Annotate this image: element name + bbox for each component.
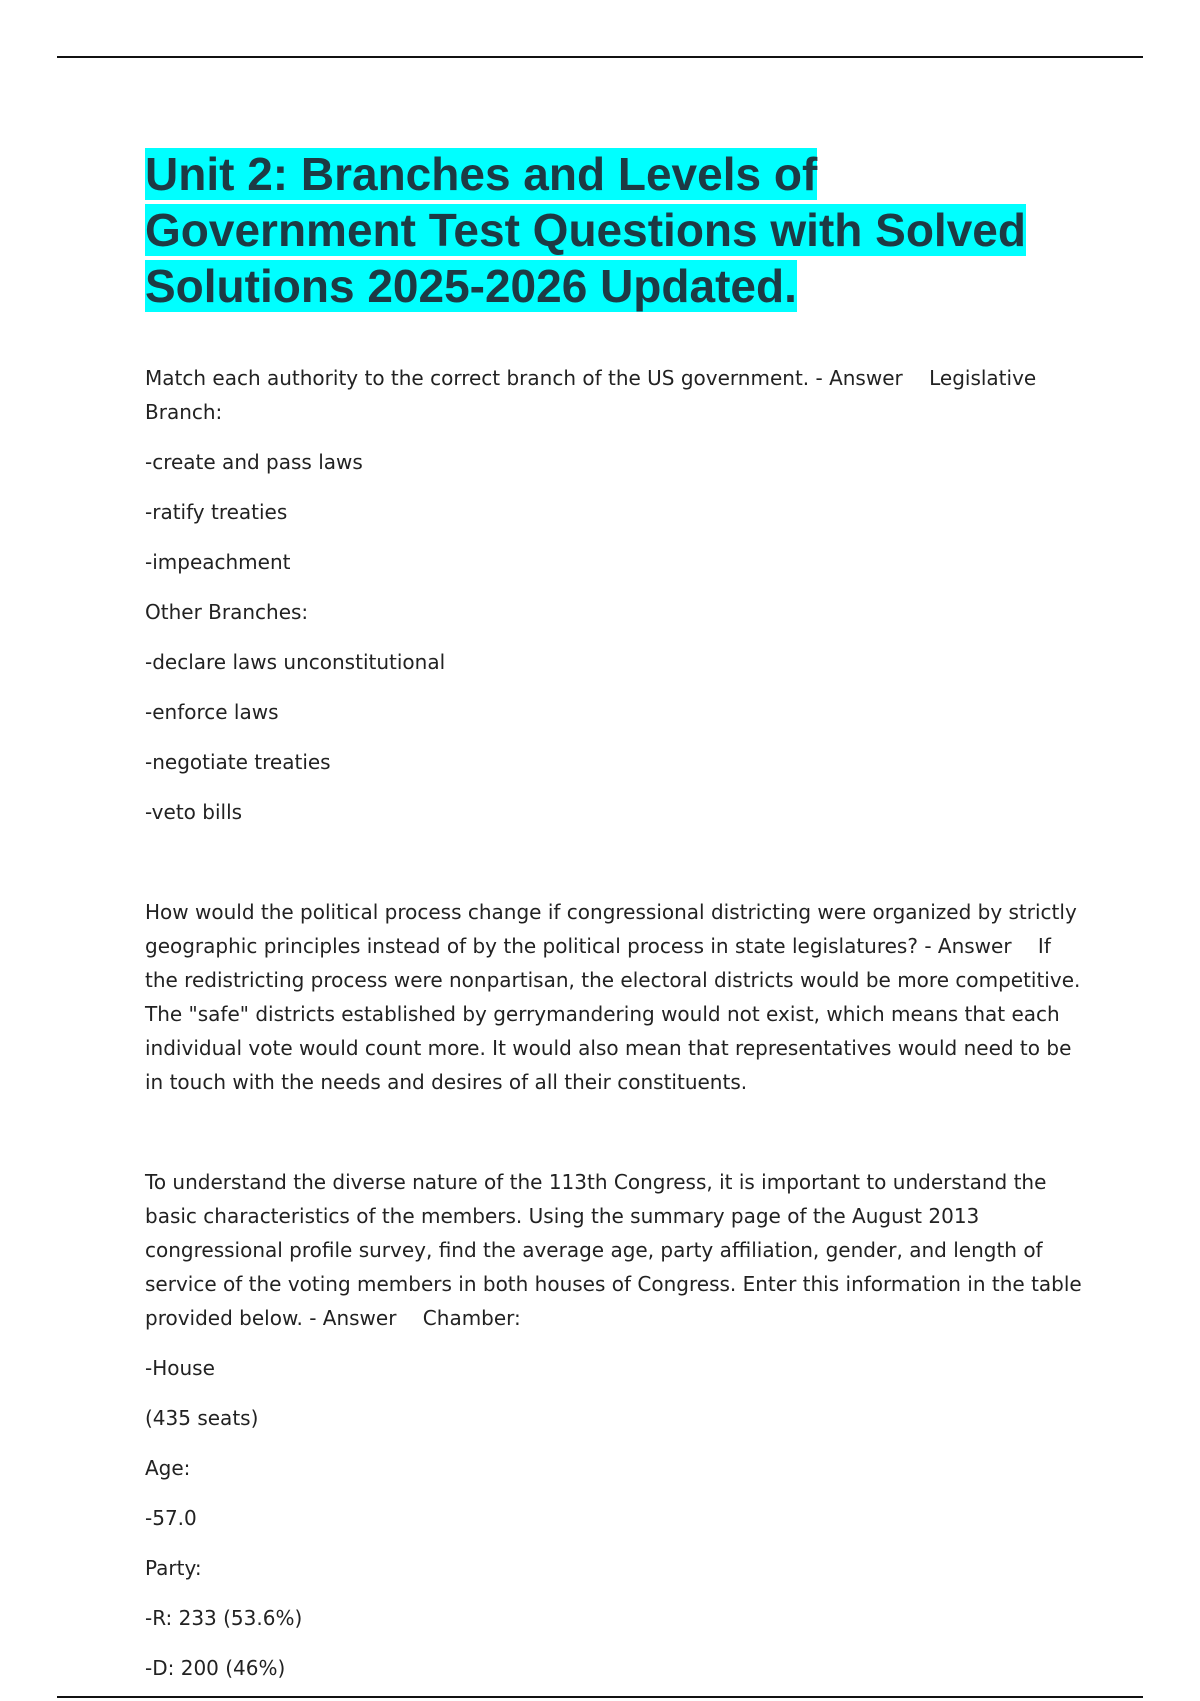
answer-line: Age: [145,1456,191,1480]
answer-line: (435 seats) [145,1406,259,1430]
question-3-answer-intro: Chamber: [422,1306,521,1330]
answer-line: -House [145,1356,215,1380]
question-2-text: How would the political process change if congressional districting were organized by strictly geographic principles instead of by the political process in state legislatures? - Answer [145,900,1077,958]
question-2-paragraph [145,895,1085,1099]
bottom-rule [57,1696,1143,1698]
answer-line: -impeachment [145,550,291,574]
question-2-answer: If the redistricting process were nonpartisan, the electoral districts would be more competitive. The "safe" districts established by gerrymandering would not exist, which means that each individual vote would count more. It would also mean that representatives would need to be in touch with the needs and desires of all their constituents. [145,934,1081,1094]
document-title [145,146,1045,314]
document-title-text: Unit 2: Branches and Levels of Government Test Questions with Solved Solutions 2025-2026 Updated. [145,148,1026,312]
answer-line: Other Branches: [145,600,309,624]
question-1 [145,361,1085,845]
question-1-text: Match each authority to the correct branch of the US government. - Answer [145,366,903,390]
answer-line: -declare laws unconstitutional [145,650,446,674]
answer-line: -ratify treaties [145,500,288,524]
question-3 [145,1165,1085,1701]
answer-line: -D: 200 (46%) [145,1656,286,1680]
question-1-prompt [145,361,1085,429]
question-2 [145,895,1085,1115]
question-3-prompt [145,1165,1085,1335]
answer-line: -create and pass laws [145,450,363,474]
question-3-text: To understand the diverse nature of the 113th Congress, it is important to understand the basic characteristics of the members. Using the summary page of the August 2013 congressional profile survey, find the average age, party affiliation, gender, and length of service of the voting members in both houses of Congress. Enter this information in the table provided below. - Answer [145,1170,1082,1330]
answer-line: -R: 233 (53.6%) [145,1606,303,1630]
answer-line: -veto bills [145,800,243,824]
top-rule [57,56,1143,58]
answer-line: -57.0 [145,1506,197,1530]
question-1-answer-intro: Legislative Branch: [145,366,1037,424]
answer-line: -negotiate treaties [145,750,331,774]
answer-line: Party: [145,1556,202,1580]
answer-line: -enforce laws [145,700,279,724]
